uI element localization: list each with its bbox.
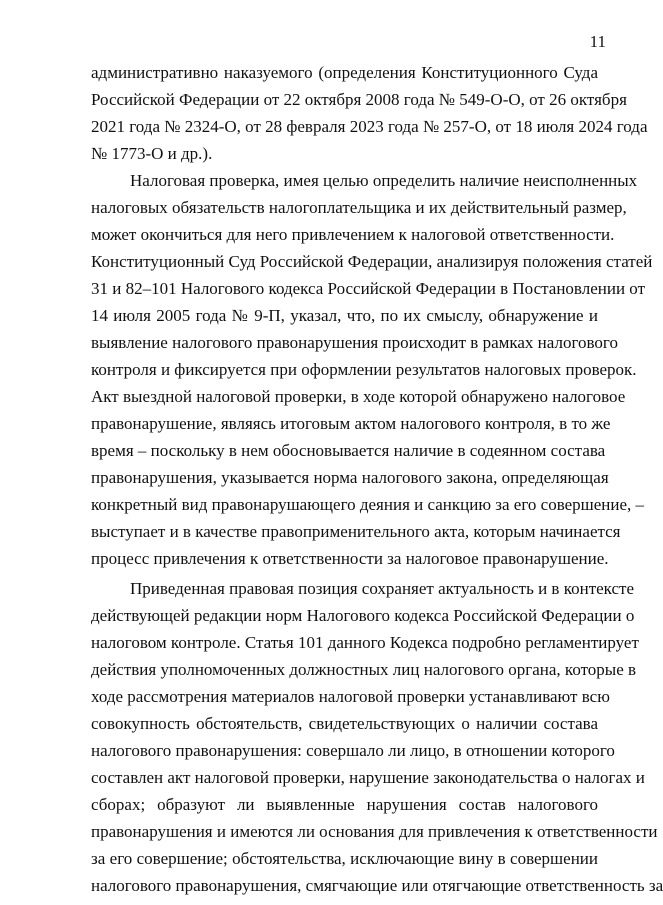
text-line: Налоговая проверка, имея целью определить наличие неисполненных — [130, 171, 638, 190]
text-line: административно наказуемого (определения Конституционного Суда — [91, 63, 598, 82]
text-line: Конституционный Суд Российской Федерации, анализируя положения статей — [91, 252, 653, 271]
text-line: совокупность обстоятельств, свидетельствующих о наличии состава — [91, 714, 598, 733]
text-line: действующей редакции норм Налогового кодекса Российской Федерации о — [91, 606, 635, 625]
text-line: составлен акт налоговой проверки, нарушение законодательства о налогах и — [91, 768, 645, 787]
text-line: Приведенная правовая позиция сохраняет актуальность и в контексте — [130, 579, 635, 598]
text-line: правонарушение, являясь итоговым актом налогового контроля, в то же — [91, 414, 611, 433]
text-line: 31 и 82–101 Налогового кодекса Российской Федерации в Постановлении от — [91, 279, 645, 298]
text-line: контроля и фиксируется при оформлении результатов налоговых проверок. — [91, 360, 637, 379]
text-line: выявление налогового правонарушения происходит в рамках налогового — [91, 333, 618, 352]
text-line: налогового правонарушения, смягчающие или отягчающие ответственность за — [91, 876, 663, 895]
text-line: 14 июля 2005 года № 9-П, указал, что, по их смыслу, обнаружение и — [91, 306, 598, 325]
text-line: правонарушения и имеются ли основания для привлечения к ответственности — [91, 822, 658, 841]
text-line: конкретный вид правонарушающего деяния и санкцию за его совершение, – — [91, 495, 645, 514]
text-line: за его совершение; обстоятельства, исключающие вину в совершении — [91, 849, 598, 868]
text-line: выступает и в качестве правоприменительного акта, которым начинается — [91, 522, 621, 541]
text-line: может окончиться для него привлечением к налоговой ответственности. — [91, 225, 615, 244]
text-line: процесс привлечения к ответственности за налоговое правонарушение. — [91, 549, 609, 568]
text-line: налоговых обязательств налогоплательщика и их действительный размер, — [91, 198, 627, 217]
text-line: Акт выездной налоговой проверки, в ходе которой обнаружено налоговое — [91, 387, 626, 406]
text-line: ходе рассмотрения материалов налоговой проверки устанавливают всю — [91, 687, 610, 706]
text-line: 2021 года № 2324-О, от 28 февраля 2023 года № 257-О, от 18 июля 2024 года — [91, 117, 648, 136]
page-number: 11 — [589, 32, 606, 51]
text-line: сборах; образуют ли выявленные нарушения состав налогового — [91, 795, 598, 814]
text-line: налоговом контроле. Статья 101 данного Кодекса подробно регламентирует — [91, 633, 639, 652]
text-line: Российской Федерации от 22 октября 2008 года № 549-О-О, от 26 октября — [91, 90, 627, 109]
text-line: налогового правонарушения: совершало ли лицо, в отношении которого — [91, 741, 615, 760]
text-line: время – поскольку в нем обосновывается наличие в содеянном состава — [91, 441, 606, 460]
text-line: № 1773-О и др.). — [91, 144, 213, 163]
text-line: правонарушения, указывается норма налогового закона, определяющая — [91, 468, 609, 487]
text-line: действия уполномоченных должностных лиц налогового органа, которые в — [91, 660, 637, 679]
